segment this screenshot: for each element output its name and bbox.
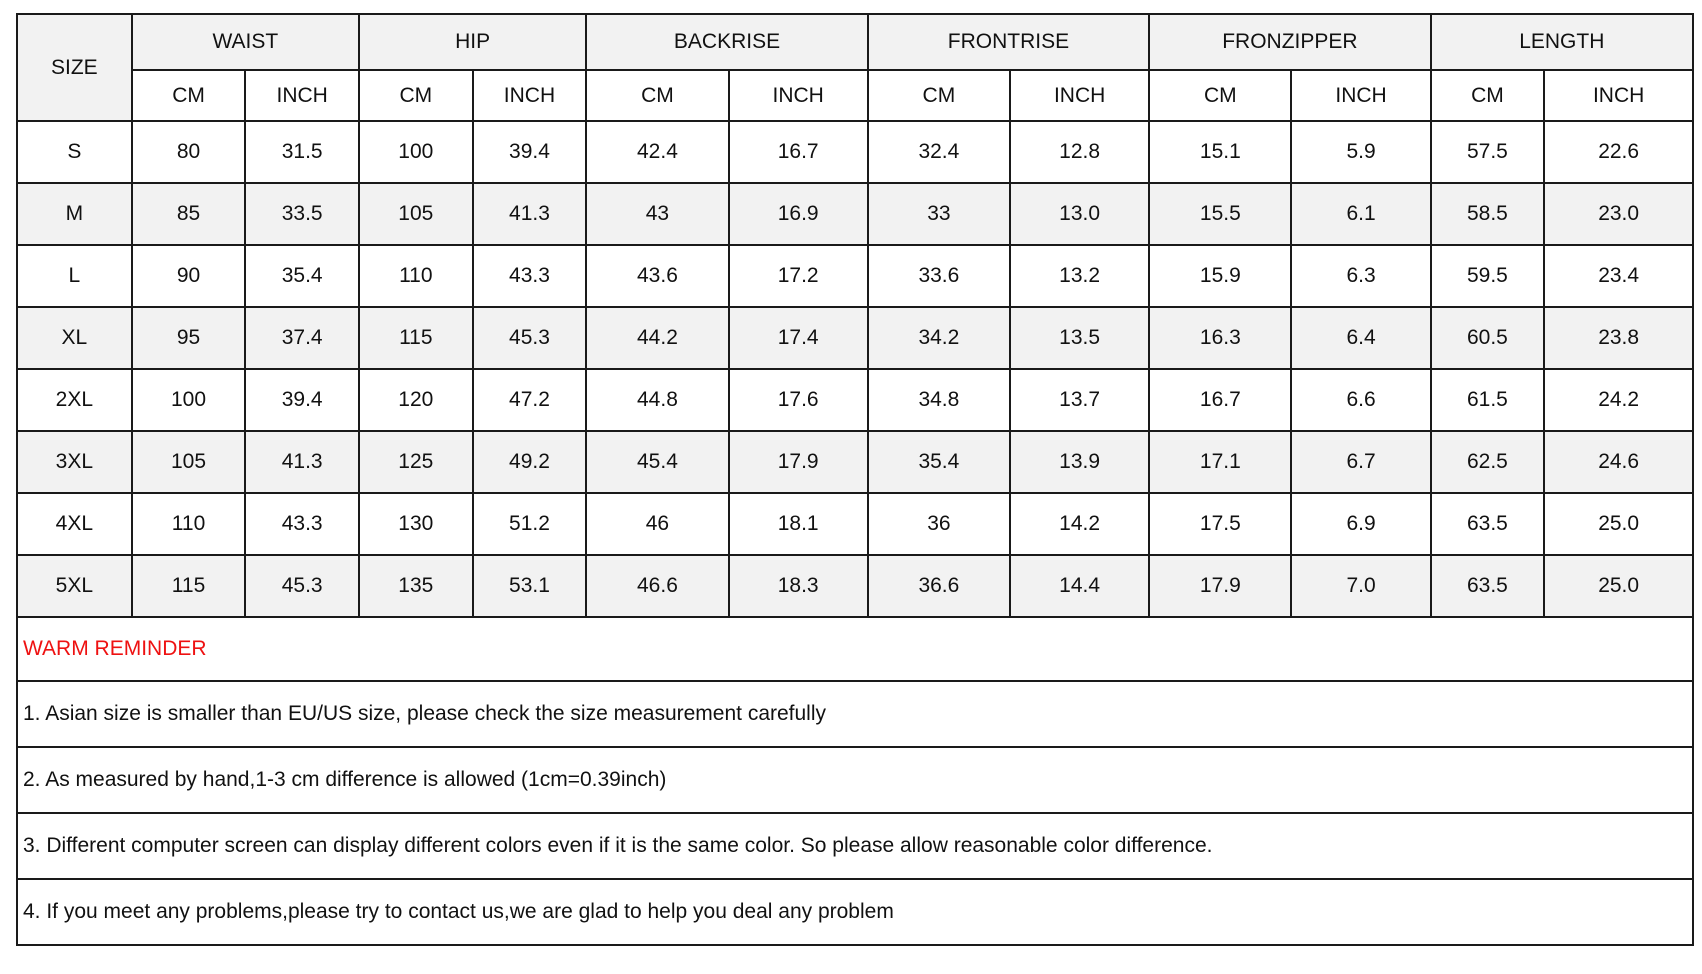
measure-cell: 105	[132, 431, 246, 493]
measure-cell: 37.4	[245, 307, 359, 369]
group-header-hip: HIP	[359, 14, 586, 70]
measure-cell: 14.2	[1010, 493, 1149, 555]
measure-cell: 110	[359, 245, 473, 307]
table-row	[17, 183, 1693, 245]
measure-cell: 90	[132, 245, 246, 307]
measure-cell: 85	[132, 183, 246, 245]
measure-cell: 36.6	[868, 555, 1010, 617]
measure-cell: 43	[586, 183, 728, 245]
measure-cell: 17.9	[729, 431, 868, 493]
size-cell: L	[17, 245, 132, 307]
measure-cell: 80	[132, 121, 246, 183]
measure-cell: 59.5	[1431, 245, 1545, 307]
unit-header-inch: INCH	[473, 70, 587, 121]
measure-cell: 35.4	[868, 431, 1010, 493]
measure-cell: 17.6	[729, 369, 868, 431]
measure-cell: 43.3	[245, 493, 359, 555]
measure-cell: 13.9	[1010, 431, 1149, 493]
measure-cell: 12.8	[1010, 121, 1149, 183]
measure-cell: 135	[359, 555, 473, 617]
measure-cell: 17.9	[1149, 555, 1291, 617]
unit-header-cm: CM	[1431, 70, 1545, 121]
measure-cell: 18.1	[729, 493, 868, 555]
unit-header-cm: CM	[132, 70, 246, 121]
table-row	[17, 245, 1693, 307]
size-cell: M	[17, 183, 132, 245]
measure-cell: 49.2	[473, 431, 587, 493]
size-cell: XL	[17, 307, 132, 369]
measure-cell: 46	[586, 493, 728, 555]
measure-cell: 61.5	[1431, 369, 1545, 431]
measure-cell: 33	[868, 183, 1010, 245]
measure-cell: 16.3	[1149, 307, 1291, 369]
measure-cell: 15.5	[1149, 183, 1291, 245]
measure-cell: 32.4	[868, 121, 1010, 183]
unit-header-inch: INCH	[1010, 70, 1149, 121]
unit-header-inch: INCH	[729, 70, 868, 121]
unit-header-row	[17, 70, 1693, 121]
measure-cell: 17.2	[729, 245, 868, 307]
measure-cell: 42.4	[586, 121, 728, 183]
measure-cell: 6.9	[1291, 493, 1430, 555]
measure-cell: 25.0	[1544, 493, 1693, 555]
measure-cell: 62.5	[1431, 431, 1545, 493]
measure-cell: 51.2	[473, 493, 587, 555]
warm-reminder-title: WARM REMINDER	[17, 617, 1693, 681]
reminder-note-2: 2. As measured by hand,1-3 cm difference is allowed (1cm=0.39inch)	[17, 747, 1693, 813]
measure-cell: 13.7	[1010, 369, 1149, 431]
measure-cell: 13.0	[1010, 183, 1149, 245]
measure-cell: 47.2	[473, 369, 587, 431]
measure-cell: 31.5	[245, 121, 359, 183]
size-cell: 3XL	[17, 431, 132, 493]
measure-cell: 18.3	[729, 555, 868, 617]
group-header-row	[17, 14, 1693, 70]
unit-header-cm: CM	[868, 70, 1010, 121]
measure-cell: 130	[359, 493, 473, 555]
measure-cell: 15.9	[1149, 245, 1291, 307]
group-header-fronzipper: FRONZIPPER	[1149, 14, 1430, 70]
measure-cell: 22.6	[1544, 121, 1693, 183]
measure-cell: 6.6	[1291, 369, 1430, 431]
size-table	[16, 13, 1694, 618]
measure-cell: 33.6	[868, 245, 1010, 307]
measure-cell: 35.4	[245, 245, 359, 307]
measure-cell: 13.5	[1010, 307, 1149, 369]
measure-cell: 16.7	[1149, 369, 1291, 431]
measure-cell: 60.5	[1431, 307, 1545, 369]
unit-header-cm: CM	[586, 70, 728, 121]
measure-cell: 24.6	[1544, 431, 1693, 493]
reminder-note-3: 3. Different computer screen can display different colors even if it is the same color. So please allow reasonable color difference.	[17, 813, 1693, 879]
measure-cell: 53.1	[473, 555, 587, 617]
measure-cell: 6.1	[1291, 183, 1430, 245]
measure-cell: 24.2	[1544, 369, 1693, 431]
table-row	[17, 555, 1693, 617]
measure-cell: 115	[359, 307, 473, 369]
measure-cell: 23.0	[1544, 183, 1693, 245]
size-cell: S	[17, 121, 132, 183]
measure-cell: 16.9	[729, 183, 868, 245]
measure-cell: 17.5	[1149, 493, 1291, 555]
table-row	[17, 431, 1693, 493]
group-header-length: LENGTH	[1431, 14, 1693, 70]
table-row	[17, 493, 1693, 555]
measure-cell: 41.3	[473, 183, 587, 245]
group-header-waist: WAIST	[132, 14, 359, 70]
reminder-note-4: 4. If you meet any problems,please try to contact us,we are glad to help you deal any problem	[17, 879, 1693, 945]
measure-cell: 115	[132, 555, 246, 617]
measure-cell: 95	[132, 307, 246, 369]
measure-cell: 23.4	[1544, 245, 1693, 307]
measure-cell: 44.8	[586, 369, 728, 431]
measure-cell: 13.2	[1010, 245, 1149, 307]
measure-cell: 43.6	[586, 245, 728, 307]
measure-cell: 14.4	[1010, 555, 1149, 617]
measure-cell: 44.2	[586, 307, 728, 369]
measure-cell: 33.5	[245, 183, 359, 245]
measure-cell: 105	[359, 183, 473, 245]
size-cell: 2XL	[17, 369, 132, 431]
measure-cell: 46.6	[586, 555, 728, 617]
measure-cell: 45.3	[245, 555, 359, 617]
measure-cell: 39.4	[473, 121, 587, 183]
measure-cell: 100	[359, 121, 473, 183]
size-cell: 5XL	[17, 555, 132, 617]
group-header-backrise: BACKRISE	[586, 14, 867, 70]
table-row	[17, 307, 1693, 369]
measure-cell: 100	[132, 369, 246, 431]
measure-cell: 17.4	[729, 307, 868, 369]
measure-cell: 120	[359, 369, 473, 431]
measure-cell: 36	[868, 493, 1010, 555]
measure-cell: 23.8	[1544, 307, 1693, 369]
measure-cell: 17.1	[1149, 431, 1291, 493]
reminder-table	[16, 616, 1694, 946]
size-header: SIZE	[17, 14, 132, 121]
measure-cell: 6.4	[1291, 307, 1430, 369]
table-row	[17, 121, 1693, 183]
unit-header-inch: INCH	[245, 70, 359, 121]
size-cell: 4XL	[17, 493, 132, 555]
table-row	[17, 369, 1693, 431]
measure-cell: 45.4	[586, 431, 728, 493]
unit-header-inch: INCH	[1291, 70, 1430, 121]
measure-cell: 110	[132, 493, 246, 555]
measure-cell: 6.7	[1291, 431, 1430, 493]
measure-cell: 25.0	[1544, 555, 1693, 617]
measure-cell: 34.2	[868, 307, 1010, 369]
measure-cell: 15.1	[1149, 121, 1291, 183]
measure-cell: 5.9	[1291, 121, 1430, 183]
measure-cell: 58.5	[1431, 183, 1545, 245]
size-chart	[16, 13, 1694, 946]
unit-header-cm: CM	[359, 70, 473, 121]
unit-header-inch: INCH	[1544, 70, 1693, 121]
measure-cell: 41.3	[245, 431, 359, 493]
measure-cell: 7.0	[1291, 555, 1430, 617]
measure-cell: 43.3	[473, 245, 587, 307]
measure-cell: 57.5	[1431, 121, 1545, 183]
measure-cell: 34.8	[868, 369, 1010, 431]
measure-cell: 39.4	[245, 369, 359, 431]
measure-cell: 16.7	[729, 121, 868, 183]
group-header-frontrise: FRONTRISE	[868, 14, 1149, 70]
unit-header-cm: CM	[1149, 70, 1291, 121]
measure-cell: 125	[359, 431, 473, 493]
measure-cell: 63.5	[1431, 555, 1545, 617]
measure-cell: 6.3	[1291, 245, 1430, 307]
reminder-note-1: 1. Asian size is smaller than EU/US size, please check the size measurement carefully	[17, 681, 1693, 747]
measure-cell: 63.5	[1431, 493, 1545, 555]
measure-cell: 45.3	[473, 307, 587, 369]
